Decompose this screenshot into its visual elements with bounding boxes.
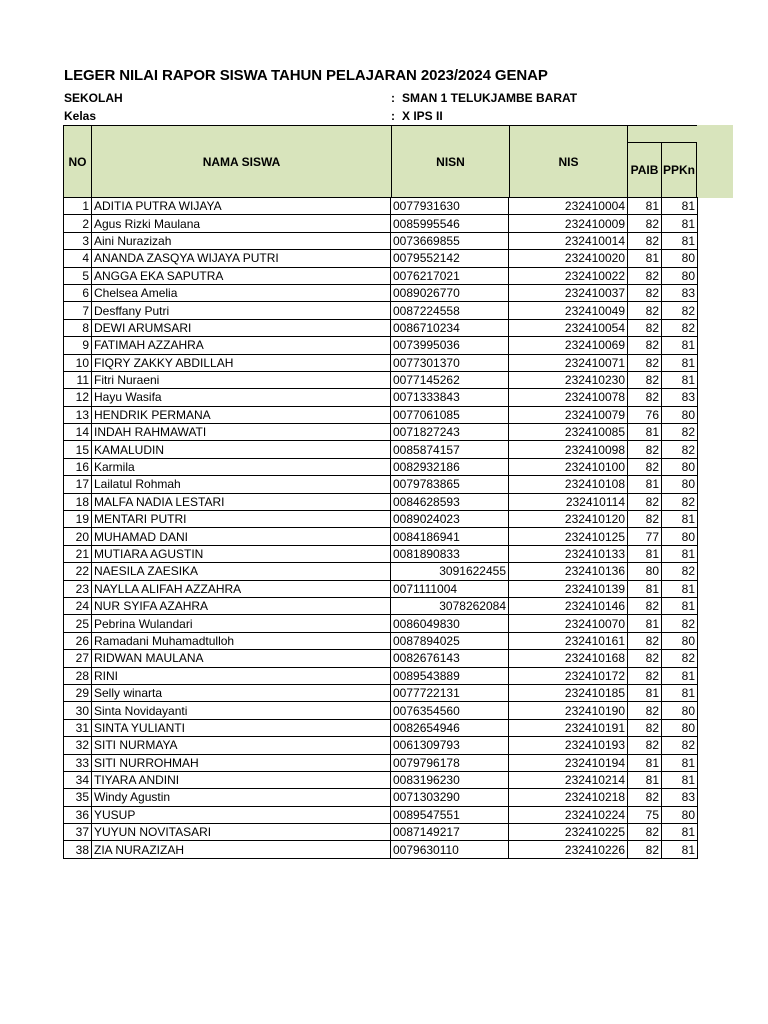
row-number: 38: [64, 841, 92, 858]
header-extension: [697, 125, 733, 198]
table-row: [64, 511, 698, 528]
student-nis: 232410214: [509, 771, 628, 788]
grade-paib: 82: [628, 389, 662, 406]
grade-paib: 81: [628, 545, 662, 562]
grade-paib: 82: [628, 284, 662, 301]
student-name: Windy Agustin: [92, 789, 391, 806]
student-nis: 232410069: [509, 337, 628, 354]
grade-ppkn: 80: [662, 406, 698, 423]
grade-paib: 82: [628, 632, 662, 649]
row-number: 26: [64, 632, 92, 649]
student-nisn: 0087224558: [391, 302, 509, 319]
row-number: 6: [64, 284, 92, 301]
row-number: 1: [64, 198, 92, 215]
row-number: 11: [64, 371, 92, 388]
grade-ppkn: 80: [662, 719, 698, 736]
student-nisn: 0089547551: [391, 806, 509, 823]
student-nisn: 0071111004: [391, 580, 509, 597]
student-name: MUTIARA AGUSTIN: [92, 545, 391, 562]
header-nisn-label: NISN: [436, 154, 465, 169]
grade-ppkn: 82: [662, 563, 698, 580]
student-nisn: 0077061085: [391, 406, 509, 423]
student-nisn: 0081890833: [391, 545, 509, 562]
row-number: 21: [64, 545, 92, 562]
student-nisn: 0089543889: [391, 667, 509, 684]
student-name: YUSUP: [92, 806, 391, 823]
student-nis: 232410020: [509, 250, 628, 267]
student-nis: 232410009: [509, 215, 628, 232]
student-name: ANANDA ZASQYA WIJAYA PUTRI: [92, 250, 391, 267]
student-nisn: 0084186941: [391, 528, 509, 545]
student-nisn: 0076217021: [391, 267, 509, 284]
row-number: 3: [64, 232, 92, 249]
student-nisn: 0082654946: [391, 719, 509, 736]
grade-paib: 82: [628, 302, 662, 319]
student-name: Karmila: [92, 458, 391, 475]
grade-paib: 76: [628, 406, 662, 423]
table-row: [64, 232, 698, 249]
grade-ppkn: 82: [662, 302, 698, 319]
table-row: [64, 198, 698, 215]
student-name: INDAH RAHMAWATI: [92, 424, 391, 441]
grade-paib: 80: [628, 563, 662, 580]
grade-ppkn: 83: [662, 789, 698, 806]
student-nis: 232410037: [509, 284, 628, 301]
student-name: SITI NURROHMAH: [92, 754, 391, 771]
student-nis: 232410120: [509, 511, 628, 528]
header-ppkn: [661, 142, 697, 198]
student-nisn: 0071827243: [391, 424, 509, 441]
grade-ppkn: 82: [662, 650, 698, 667]
header-name-label: NAMA SISWA: [202, 154, 281, 169]
student-nis: 232410226: [509, 841, 628, 858]
student-nisn: 0085874157: [391, 441, 509, 458]
student-nis: 232410133: [509, 545, 628, 562]
student-name: Aini Nurazizah: [92, 232, 391, 249]
grade-ppkn: 80: [662, 267, 698, 284]
student-nis: 232410108: [509, 476, 628, 493]
row-number: 5: [64, 267, 92, 284]
student-nisn: 0079796178: [391, 754, 509, 771]
grade-paib: 82: [628, 667, 662, 684]
student-nis: 232410136: [509, 563, 628, 580]
table-row: [64, 597, 698, 614]
grade-ppkn: 81: [662, 511, 698, 528]
table-row: [64, 528, 698, 545]
row-number: 30: [64, 702, 92, 719]
student-nis: 232410022: [509, 267, 628, 284]
grade-paib: 81: [628, 684, 662, 701]
grade-ppkn: 81: [662, 597, 698, 614]
row-number: 4: [64, 250, 92, 267]
student-name: ZIA NURAZIZAH: [92, 841, 391, 858]
class-label: Kelas: [64, 109, 97, 123]
row-number: 14: [64, 424, 92, 441]
row-number: 36: [64, 806, 92, 823]
grade-ppkn: 81: [662, 232, 698, 249]
student-name: KAMALUDIN: [92, 441, 391, 458]
grade-paib: 81: [628, 250, 662, 267]
student-nisn: 0076354560: [391, 702, 509, 719]
student-name: Fitri Nuraeni: [92, 371, 391, 388]
table-row: [64, 545, 698, 562]
row-number: 33: [64, 754, 92, 771]
student-nis: 232410218: [509, 789, 628, 806]
row-number: 2: [64, 215, 92, 232]
grade-ppkn: 81: [662, 754, 698, 771]
table-row: [64, 424, 698, 441]
student-name: Desffany Putri: [92, 302, 391, 319]
student-nisn: 3091622455: [391, 563, 509, 580]
student-nisn: 0071303290: [391, 789, 509, 806]
row-number: 15: [64, 441, 92, 458]
grade-ppkn: 80: [662, 806, 698, 823]
student-nisn: 0089026770: [391, 284, 509, 301]
table-row: [64, 719, 698, 736]
student-nis: 232410161: [509, 632, 628, 649]
student-nis: 232410168: [509, 650, 628, 667]
grade-paib: 81: [628, 754, 662, 771]
table-row: [64, 458, 698, 475]
grade-paib: 82: [628, 511, 662, 528]
student-name: Agus Rizki Maulana: [92, 215, 391, 232]
row-number: 34: [64, 771, 92, 788]
table-row: [64, 371, 698, 388]
student-nisn: 0077931630: [391, 198, 509, 215]
row-number: 18: [64, 493, 92, 510]
student-nis: 232410079: [509, 406, 628, 423]
table-row: [64, 267, 698, 284]
student-nis: 232410139: [509, 580, 628, 597]
student-nis: 232410191: [509, 719, 628, 736]
row-number: 8: [64, 319, 92, 336]
grade-paib: 81: [628, 771, 662, 788]
grade-paib: 82: [628, 493, 662, 510]
table-row: [64, 563, 698, 580]
row-number: 27: [64, 650, 92, 667]
row-number: 35: [64, 789, 92, 806]
table-row: [64, 580, 698, 597]
student-nis: 232410146: [509, 597, 628, 614]
student-nisn: 0079552142: [391, 250, 509, 267]
student-name: YUYUN NOVITASARI: [92, 824, 391, 841]
grade-ppkn: 81: [662, 771, 698, 788]
grade-paib: 81: [628, 424, 662, 441]
table-row: [64, 824, 698, 841]
student-nisn: 0079630110: [391, 841, 509, 858]
student-nis: 232410078: [509, 389, 628, 406]
school-label: SEKOLAH: [64, 91, 123, 105]
table-row: [64, 354, 698, 371]
row-number: 37: [64, 824, 92, 841]
student-nis: 232410014: [509, 232, 628, 249]
grade-ppkn: 83: [662, 284, 698, 301]
grade-ppkn: 81: [662, 337, 698, 354]
student-nis: 232410224: [509, 806, 628, 823]
grade-ppkn: 81: [662, 667, 698, 684]
row-number: 9: [64, 337, 92, 354]
table-row: [64, 319, 698, 336]
student-nisn: 3078262084: [391, 597, 509, 614]
student-nisn: 0073995036: [391, 337, 509, 354]
row-number: 28: [64, 667, 92, 684]
student-name: Pebrina Wulandari: [92, 615, 391, 632]
student-name: Ramadani Muhamadtulloh: [92, 632, 391, 649]
student-nis: 232410049: [509, 302, 628, 319]
table-row: [64, 702, 698, 719]
student-name: MENTARI PUTRI: [92, 511, 391, 528]
grade-paib: 82: [628, 719, 662, 736]
grade-paib: 82: [628, 737, 662, 754]
student-nisn: 0083196230: [391, 771, 509, 788]
student-name: RINI: [92, 667, 391, 684]
header-no-label: NO: [68, 154, 87, 169]
student-name: Hayu Wasifa: [92, 389, 391, 406]
grade-paib: 82: [628, 841, 662, 858]
table-row: [64, 406, 698, 423]
student-name: Selly winarta: [92, 684, 391, 701]
table-row: [64, 250, 698, 267]
table-row: [64, 615, 698, 632]
grade-paib: 82: [628, 702, 662, 719]
grade-paib: 82: [628, 319, 662, 336]
table-row: [64, 302, 698, 319]
grade-ppkn: 83: [662, 389, 698, 406]
grade-ppkn: 82: [662, 493, 698, 510]
student-nis: 232410225: [509, 824, 628, 841]
grade-paib: 82: [628, 650, 662, 667]
table-row: [64, 650, 698, 667]
student-name: DEWI ARUMSARI: [92, 319, 391, 336]
student-nisn: 0077145262: [391, 371, 509, 388]
table-row: [64, 806, 698, 823]
student-name: MUHAMAD DANI: [92, 528, 391, 545]
student-nisn: 0087894025: [391, 632, 509, 649]
student-name: MALFA NADIA LESTARI: [92, 493, 391, 510]
table-row: [64, 389, 698, 406]
student-nisn: 0086710234: [391, 319, 509, 336]
student-name: FIQRY ZAKKY ABDILLAH: [92, 354, 391, 371]
student-nisn: 0082932186: [391, 458, 509, 475]
row-number: 32: [64, 737, 92, 754]
row-number: 22: [64, 563, 92, 580]
grade-paib: 82: [628, 441, 662, 458]
grade-paib: 82: [628, 789, 662, 806]
student-nisn: 0071333843: [391, 389, 509, 406]
table-row: [64, 215, 698, 232]
grade-paib: 81: [628, 615, 662, 632]
student-nisn: 0082676143: [391, 650, 509, 667]
row-number: 31: [64, 719, 92, 736]
student-name: TIYARA ANDINI: [92, 771, 391, 788]
grade-ppkn: 81: [662, 354, 698, 371]
table-row: [64, 337, 698, 354]
grade-ppkn: 81: [662, 198, 698, 215]
student-nis: 232410070: [509, 615, 628, 632]
table-row: [64, 441, 698, 458]
student-nisn: 0084628593: [391, 493, 509, 510]
table-row: [64, 667, 698, 684]
student-nis: 232410071: [509, 354, 628, 371]
grade-ppkn: 82: [662, 319, 698, 336]
student-name: FATIMAH AZZAHRA: [92, 337, 391, 354]
header-no: [63, 125, 92, 198]
grade-paib: 82: [628, 458, 662, 475]
table-row: [64, 684, 698, 701]
student-name: RIDWAN MAULANA: [92, 650, 391, 667]
student-nis: 232410230: [509, 371, 628, 388]
grade-ppkn: 81: [662, 215, 698, 232]
table-row: [64, 841, 698, 858]
student-nis: 232410054: [509, 319, 628, 336]
student-nisn: 0077301370: [391, 354, 509, 371]
student-name: NAYLLA ALIFAH AZZAHRA: [92, 580, 391, 597]
student-nisn: 0087149217: [391, 824, 509, 841]
grade-ppkn: 81: [662, 824, 698, 841]
school-colon: :: [391, 91, 395, 105]
grade-ppkn: 81: [662, 371, 698, 388]
grade-paib: 77: [628, 528, 662, 545]
school-value: SMAN 1 TELUKJAMBE BARAT: [402, 91, 578, 105]
grade-ppkn: 80: [662, 632, 698, 649]
row-number: 23: [64, 580, 92, 597]
grade-ppkn: 80: [662, 250, 698, 267]
student-nisn: 0061309793: [391, 737, 509, 754]
student-nis: 232410100: [509, 458, 628, 475]
header-ppkn-label: PPKn: [662, 163, 695, 177]
grade-ppkn: 81: [662, 684, 698, 701]
student-nis: 232410125: [509, 528, 628, 545]
grade-ppkn: 82: [662, 737, 698, 754]
student-nisn: 0079783865: [391, 476, 509, 493]
student-nisn: 0089024023: [391, 511, 509, 528]
student-name: SITI NURMAYA: [92, 737, 391, 754]
grade-paib: 82: [628, 824, 662, 841]
grade-paib: 81: [628, 580, 662, 597]
student-name: NUR SYIFA AZAHRA: [92, 597, 391, 614]
row-number: 13: [64, 406, 92, 423]
header-nis-label: NIS: [558, 154, 579, 169]
row-number: 16: [64, 458, 92, 475]
table-row: [64, 632, 698, 649]
class-colon: :: [391, 109, 395, 123]
header-nisn: [391, 125, 510, 198]
row-number: 24: [64, 597, 92, 614]
student-nis: 232410190: [509, 702, 628, 719]
header-subject-group: [627, 125, 697, 143]
row-number: 19: [64, 511, 92, 528]
grade-paib: 81: [628, 476, 662, 493]
student-nis: 232410185: [509, 684, 628, 701]
grade-paib: 82: [628, 354, 662, 371]
grade-paib: 82: [628, 371, 662, 388]
grade-ppkn: 81: [662, 841, 698, 858]
student-nis: 232410193: [509, 737, 628, 754]
grade-ppkn: 80: [662, 476, 698, 493]
student-name: SINTA YULIANTI: [92, 719, 391, 736]
student-name: Chelsea Amelia: [92, 284, 391, 301]
document-title: LEGER NILAI RAPOR SISWA TAHUN PELAJARAN 2023/2024 GENAP: [64, 67, 548, 84]
student-nis: 232410098: [509, 441, 628, 458]
student-name: ANGGA EKA SAPUTRA: [92, 267, 391, 284]
row-number: 7: [64, 302, 92, 319]
grade-ppkn: 82: [662, 424, 698, 441]
grade-ppkn: 82: [662, 441, 698, 458]
student-nis: 232410004: [509, 198, 628, 215]
grades-table-body: [64, 198, 698, 859]
table-row: [64, 754, 698, 771]
student-nis: 232410114: [509, 493, 628, 510]
row-number: 12: [64, 389, 92, 406]
table-row: [64, 737, 698, 754]
student-name: ADITIA PUTRA WIJAYA: [92, 198, 391, 215]
student-nisn: 0085995546: [391, 215, 509, 232]
grade-paib: 75: [628, 806, 662, 823]
grade-paib: 82: [628, 215, 662, 232]
grade-ppkn: 81: [662, 545, 698, 562]
class-value: X IPS II: [402, 109, 443, 123]
header-paib-label: PAIB: [630, 163, 659, 177]
header-paib: [627, 142, 662, 198]
row-number: 20: [64, 528, 92, 545]
grade-paib: 82: [628, 267, 662, 284]
student-nisn: 0086049830: [391, 615, 509, 632]
student-name: Sinta Novidayanti: [92, 702, 391, 719]
student-nis: 232410194: [509, 754, 628, 771]
student-nis: 232410085: [509, 424, 628, 441]
header-nis: [509, 125, 628, 198]
header-name: [91, 125, 392, 198]
student-nisn: 0073669855: [391, 232, 509, 249]
grade-ppkn: 81: [662, 580, 698, 597]
student-name: NAESILA ZAESIKA: [92, 563, 391, 580]
grade-paib: 82: [628, 232, 662, 249]
table-row: [64, 789, 698, 806]
grade-paib: 81: [628, 198, 662, 215]
grade-ppkn: 80: [662, 458, 698, 475]
table-row: [64, 284, 698, 301]
grades-table: [63, 197, 698, 859]
row-number: 10: [64, 354, 92, 371]
row-number: 17: [64, 476, 92, 493]
row-number: 25: [64, 615, 92, 632]
table-row: [64, 493, 698, 510]
table-row: [64, 771, 698, 788]
grade-ppkn: 80: [662, 528, 698, 545]
grade-paib: 82: [628, 337, 662, 354]
grade-ppkn: 82: [662, 615, 698, 632]
table-row: [64, 476, 698, 493]
grade-paib: 82: [628, 597, 662, 614]
student-name: Lailatul Rohmah: [92, 476, 391, 493]
student-name: HENDRIK PERMANA: [92, 406, 391, 423]
grade-ppkn: 80: [662, 702, 698, 719]
row-number: 29: [64, 684, 92, 701]
student-nisn: 0077722131: [391, 684, 509, 701]
student-nis: 232410172: [509, 667, 628, 684]
